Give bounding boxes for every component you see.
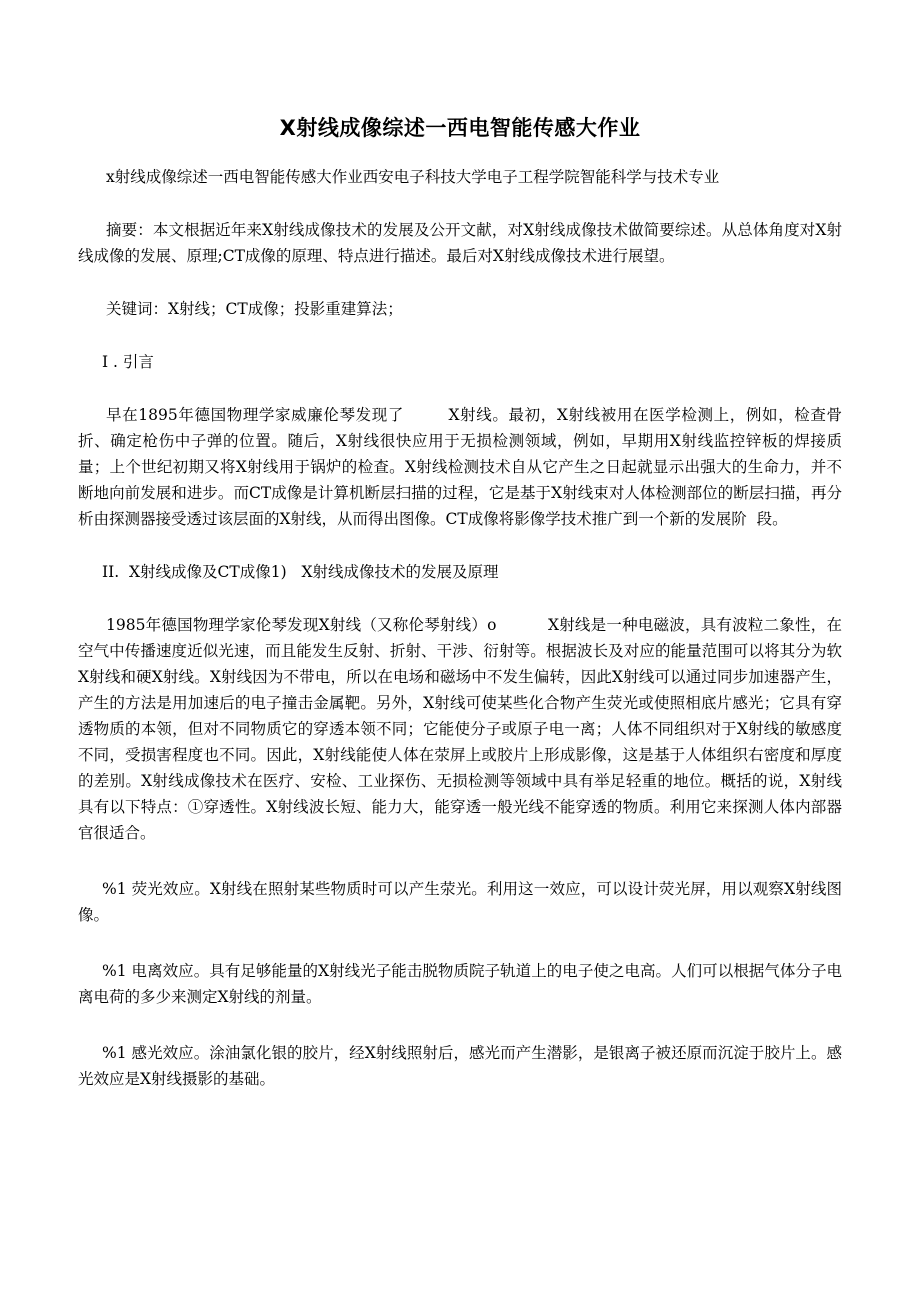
document-body	[78, 0, 842, 1092]
paragraph-byline: x射线成像综述一西电智能传感大作业西安电子科技大学电子工程学院智能科学与技术专业	[106, 168, 720, 187]
paragraph-abstract: 摘要：本文根据近年来X射线成像技术的发展及公开文献，对X射线成像技术做简要综述。从总体角度对X射线成像的发展、原理;CT成像的原理、特点进行描述。最后对X射线成像技术进行展望。	[78, 221, 842, 266]
section-heading-introduction: I . 引言	[102, 353, 154, 372]
paragraph-introduction-body: 早在1895年德国物理学家威廉伦琴发现了 X射线。最初，X射线被用在医学检测上，例如，检查骨折、确定枪伤中子弹的位置。随后，X射线很快应用于无损检测领域，例如，早期用X射线监控锌板的焊接质量；上个世纪初期又将X射线用于锅炉的检查。X射线检测技术自从它产生之日起就显示出强大的生命力，并不断地向前发展和进步。而CT成像是计算机断层扫描的过程，它是基于X射线束对人体检测部位的断层扫描，再分析由探测器接受透过该层面的X射线，从而得出图像。CT成像将影像学技术推广到一个新的发展阶 段。	[78, 406, 842, 529]
page-title: X射线成像综述一西电智能传感大作业	[279, 116, 641, 140]
list-item-photosensitive-effect: %1 感光效应。涂油氯化银的胶片，经X射线照射后，感光而产生潜影，是银离子被还原而沉淀于胶片上。感光效应是X射线摄影的基础。	[78, 1044, 842, 1089]
list-item-fluorescence-effect: %1 荧光效应。X射线在照射某些物质时可以产生荥光。利用这一效应，可以设计荧光屏，用以观察X射线图像。	[78, 880, 842, 925]
paragraph-keywords: 关键词：X射线；CT成像；投影重建算法；	[106, 300, 403, 319]
section-heading-xray-and-ct: II. X射线成像及CT成像1) X射线成像技术的发展及原理	[102, 563, 499, 582]
paragraph-xray-principles: 1985年德国物理学家伦琴发现X射线（又称伦琴射线）o X射线是一种电磁波，具有波粒二象性，在空气中传播速度近似光速，而且能发生反射、折射、干涉、衍射等。根据波长及对应的能量范围可以将其分为软X射线和硬X射线。X射线因为不带电，所以在电场和磁场中不发生偏转，因此X射线可以通过同步加速器产生，产生的方法是用加速后的电子撞击金属靶。另外，X射线可使某些化合物产生荧光或使照相底片感光；它具有穿透物质的本领，但对不同物质它的穿透本领不同；它能使分子或原子电一离；人体不同组织对于X射线的敏感度不同，受损害程度也不同。因此，X射线能使人体在荥屏上或胶片上形成影像，这是基于人体组织右密度和厚度的差别。X射线成像技术在医疗、安检、工业探伤、无损检测等领域中具有举足轻重的地位。概括的说，X射线具有以下特点：①穿透性。X射线波长短、能力大，能穿透一般光线不能穿透的物质。利用它来探测人体内部器官很适合。	[78, 616, 842, 843]
list-item-ionization-effect: %1 电离效应。具有足够能量的X射线光子能击脱物质院子轨道上的电子使之电高。人们可以根据气体分子电离电荷的多少来测定X射线的剂量。	[78, 962, 842, 1007]
